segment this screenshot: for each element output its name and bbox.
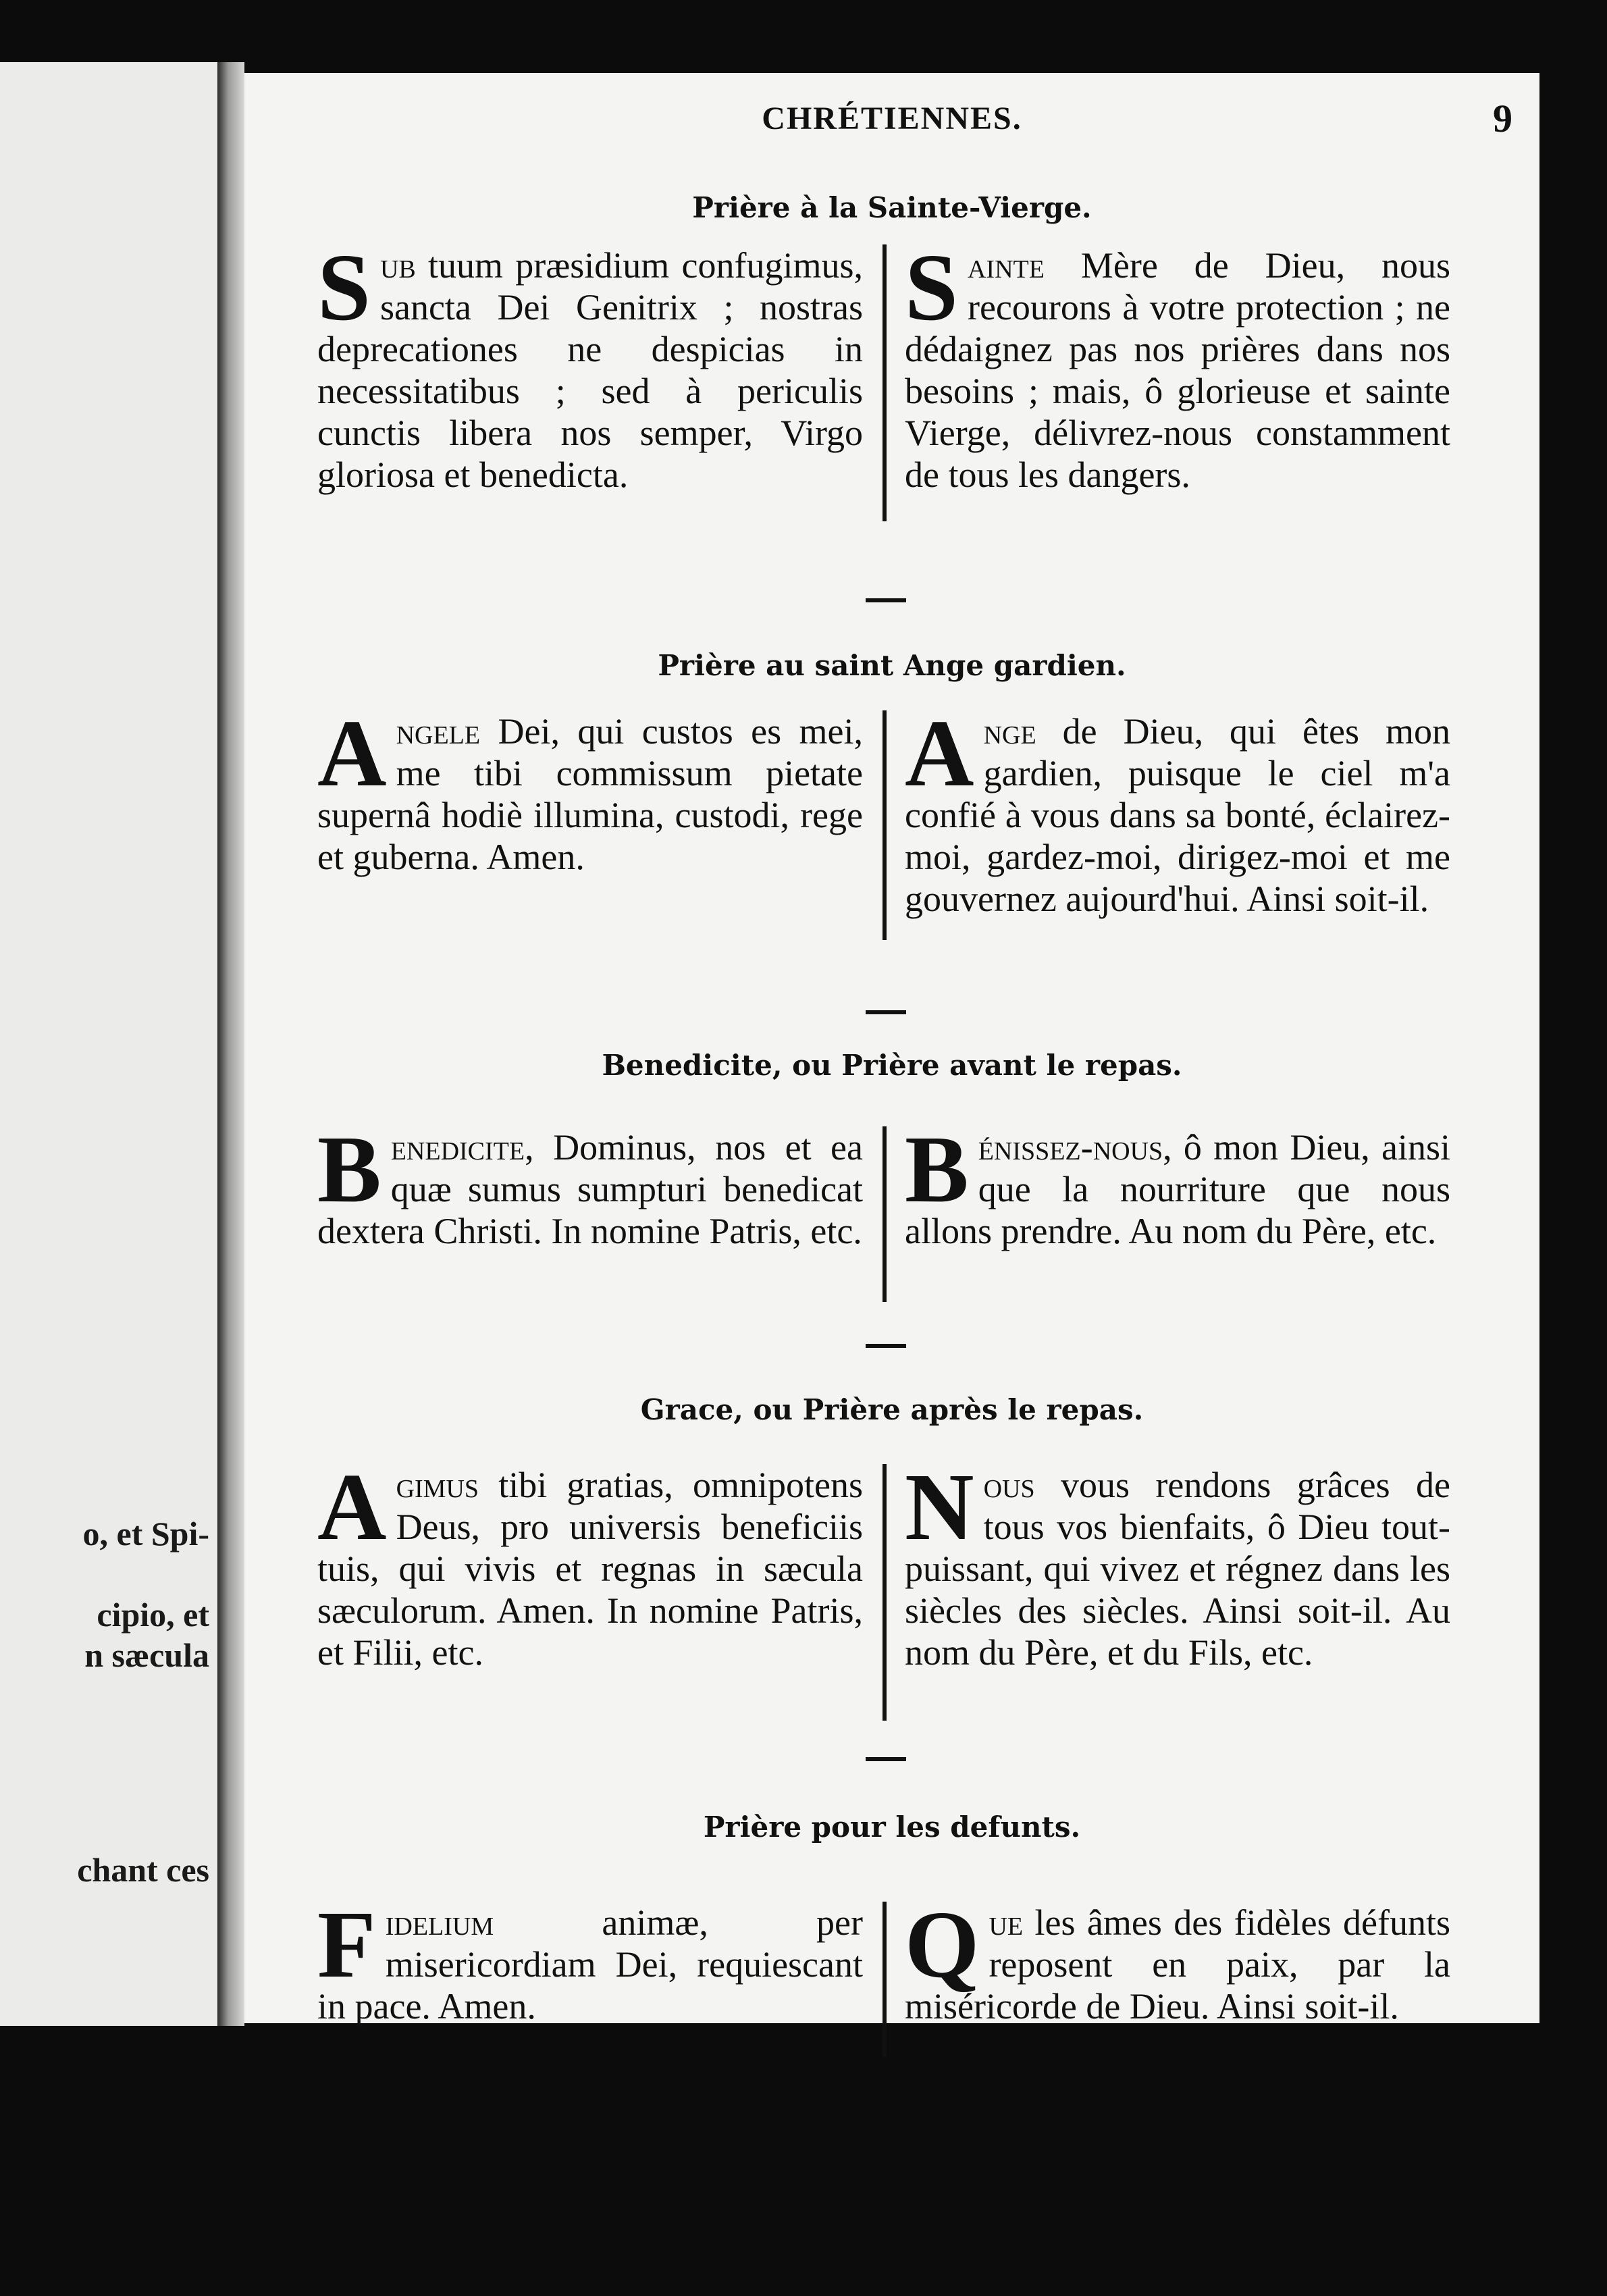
drop-cap: A [317,1453,387,1560]
section-divider [866,1010,906,1014]
prayer-text: de Dieu, qui êtes mon gardien, puisque le ciel m'a confié à vous dans sa bonté, éclairez-moi, gardez-moi, dirigez-moi et me gouvernez aujourd'hui. Ainsi soit-il. [905,711,1450,919]
latin-column [317,1453,863,1673]
section-title: Grace, ou Prière après le repas. [640,1393,1144,1426]
left-facing-page [0,62,217,2026]
french-column [905,1891,1450,2027]
section-title: Prière à la Sainte-Vierge. [692,191,1092,224]
french-column [905,234,1450,496]
lead-word: ngele [396,711,481,752]
lead-word: ue [989,1902,1024,1943]
prayer-section-grace [244,1390,1539,1761]
latin-column [317,1116,863,1252]
lead-word: ous [983,1465,1035,1505]
section-divider [866,598,906,602]
section-title: Prière au saint Ange gardien. [658,649,1126,682]
prayer-text: tibi gratias, omnipotens Deus, pro universis beneficiis tuis, qui vivis et regnas in sæcula sæculorum. Amen. In nomine Patris, et Filii, etc. [317,1465,863,1673]
drop-cap: Q [905,1891,980,1998]
drop-cap: B [905,1116,969,1222]
french-column [905,700,1450,920]
book-spine [217,62,244,2026]
latin-column [317,234,863,496]
book-page [244,73,1539,2027]
drop-cap: N [905,1453,974,1560]
drop-cap: A [905,700,974,806]
column-rule [882,1902,887,2057]
prayer-section-defunts [244,1807,1539,2199]
page-number: 9 [1493,97,1512,140]
column-rule [882,244,887,521]
prayer-text: animæ, per misericordiam Dei, requiescant in pace. Amen. [317,1902,863,2027]
prayer-text: ô mon Dieu, ainsi que la nourriture que nous allons prendre. Au nom du Père, etc. [905,1127,1450,1251]
column-rule [882,1126,887,1302]
drop-cap: A [317,700,387,806]
column-rule [882,1464,887,1721]
lead-word: enedicite, [390,1127,534,1168]
latin-column [317,700,863,878]
left-page-fragment: cipio, et [97,1596,209,1634]
column-rule [882,710,887,940]
prayer-text: Dominus, nos et ea quæ sumus sumpturi benedicat dextera Christi. In nomine Patris, etc. [317,1127,863,1251]
prayer-text: Mère de Dieu, nous recourons à votre protection ; ne dédaignez pas nos prières dans nos besoins ; mais, ô glorieuse et sainte Vierge, délivrez-nous constamment de tous les dangers. [905,245,1450,495]
drop-cap: B [317,1116,381,1222]
lead-word: nge [983,711,1036,752]
prayer-section-benedicite [244,1045,1539,1424]
lead-word: gimus [396,1465,479,1505]
latin-column [317,1891,863,2027]
drop-cap: S [905,234,958,340]
section-divider [866,1757,906,1761]
drop-cap: F [317,1891,376,1998]
prayer-text: Dei, qui custos es mei, me tibi commissum pietate supernâ hodiè illumina, custodi, rege et guberna. Amen. [317,711,863,877]
section-divider [866,1344,906,1348]
left-page-fragment: chant ces [77,1851,209,1889]
prayer-text: vous rendons grâces de tous vos bienfaits, ô Dieu tout-puissant, qui vivez et régnez dans les siècles des siècles. Ainsi soit-il. Au nom du Père, et du Fils, etc. [905,1465,1450,1673]
prayer-section-ange-gardien [244,646,1539,1008]
drop-cap: S [317,234,371,340]
lead-word: ainte [967,245,1045,286]
section-title: Benedicite, ou Prière avant le repas. [602,1049,1182,1082]
lead-word: ub [379,245,416,286]
lead-word: idelium [385,1902,494,1943]
prayer-section-sainte-vierge [244,188,1539,542]
left-page-fragment: o, et Spi- [82,1515,209,1553]
running-head: CHRÉTIENNES. [762,101,1022,136]
lead-word: énissez-nous, [978,1127,1172,1168]
prayer-text: les âmes des fidèles défunts reposent en paix, par la miséricorde de Dieu. Ainsi soit-il. [905,1902,1450,2027]
left-page-fragment: n sæcula [84,1636,209,1674]
section-title: Prière pour les defunts. [703,1810,1081,1844]
french-column [905,1116,1450,1252]
prayer-text: tuum præsidium confugimus, sancta Dei Genitrix ; nostras deprecationes ne despicias in necessitatibus ; sed à periculis cunctis libera nos semper, Virgo gloriosa et benedicta. [317,245,863,495]
french-column [905,1453,1450,1673]
